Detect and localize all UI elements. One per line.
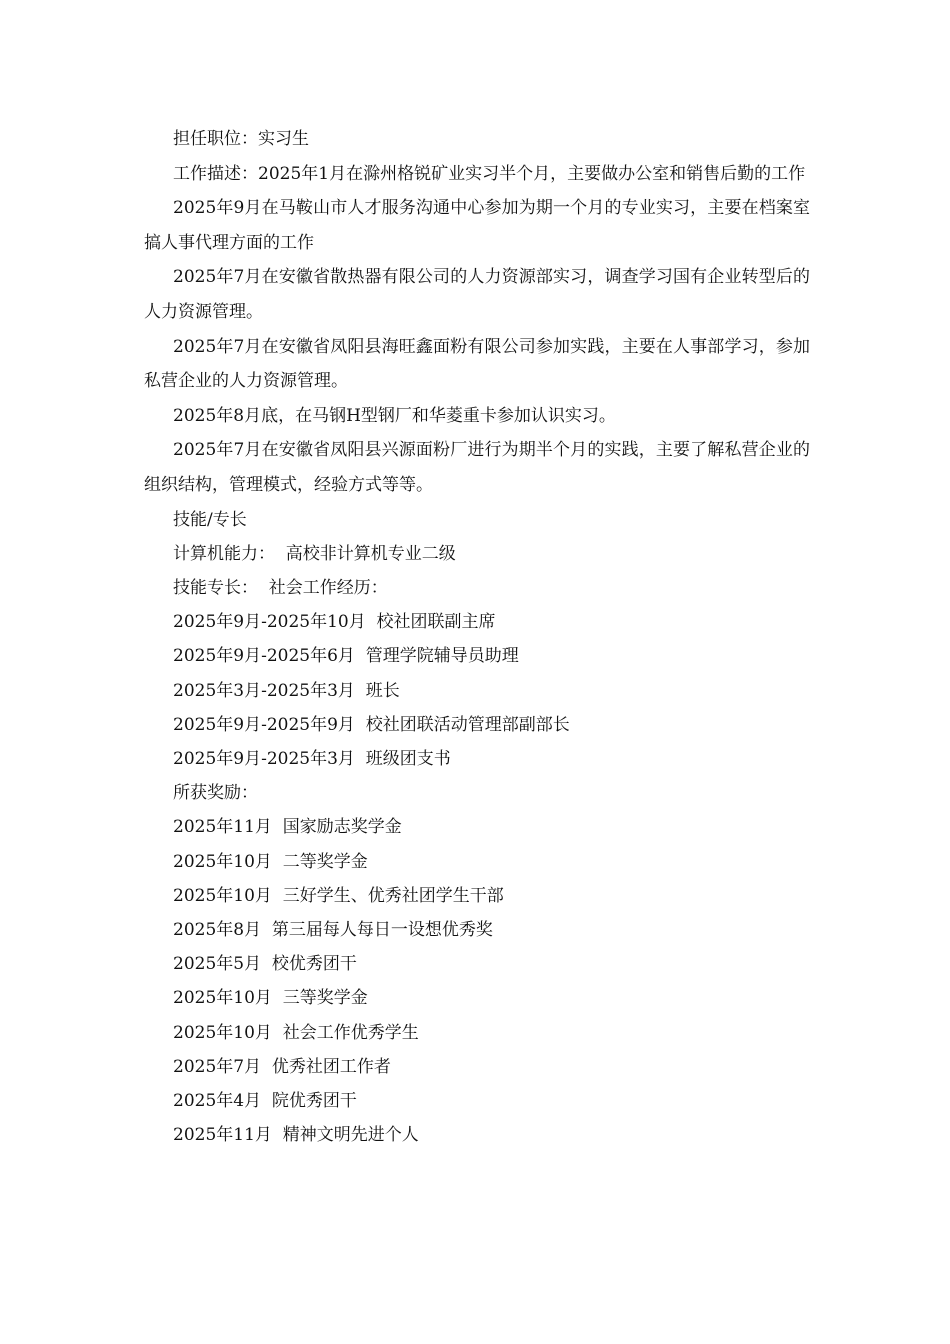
- internship-paragraph: 2025年7月在安徽省散热器有限公司的人力资源部实习，调查学习国有企业转型后的人力资源管理。: [144, 267, 810, 322]
- experience-item: 2025年9月-2025年3月 班级团支书: [173, 748, 451, 769]
- skill-specialty-line: 技能专长： 社会工作经历：: [173, 577, 388, 598]
- document-page: [144, 122, 810, 1152]
- experience-item: 2025年9月-2025年9月 校社团联活动管理部副部长: [173, 714, 570, 735]
- computer-skill-line: 计算机能力： 高校非计算机专业二级: [173, 543, 456, 564]
- award-item: 2025年8月 第三届每人每日一设想优秀奖: [173, 919, 493, 940]
- awards-heading: 所获奖励：: [173, 783, 258, 804]
- award-item: 2025年10月 三等奖学金: [173, 988, 368, 1009]
- experience-item: 2025年9月-2025年6月 管理学院辅导员助理: [173, 646, 519, 667]
- internship-paragraph: 2025年7月在安徽省凤阳县海旺鑫面粉有限公司参加实践，主要在人事部学习，参加私营企业的人力资源管理。: [144, 336, 810, 392]
- skills-heading: 技能/专长: [173, 509, 247, 530]
- award-item: 2025年10月 三好学生、优秀社团学生干部: [173, 885, 504, 906]
- award-item: 2025年5月 校优秀团干: [173, 954, 357, 975]
- job-description-paragraph: 工作描述：2025年1月在滁州格锐矿业实习半个月，主要做办公室和销售后勤的工作: [173, 163, 806, 184]
- award-item: 2025年7月 优秀社团工作者: [173, 1056, 391, 1077]
- award-item: 2025年11月 国家励志奖学金: [173, 817, 402, 838]
- experience-item: 2025年9月-2025年10月 校社团联副主席: [173, 612, 496, 633]
- experience-item: 2025年3月-2025年3月 班长: [173, 680, 400, 701]
- internship-paragraph: 2025年9月在马鞍山市人才服务沟通中心参加为期一个月的专业实习，主要在档案室搞人事代理方面的工作: [144, 198, 810, 253]
- award-item: 2025年4月 院优秀团干: [173, 1090, 357, 1111]
- internship-paragraph: 2025年8月底，在马钢H型钢厂和华菱重卡参加认识实习。: [173, 405, 616, 426]
- award-item: 2025年10月 二等奖学金: [173, 851, 368, 872]
- award-item: 2025年10月 社会工作优秀学生: [173, 1022, 419, 1043]
- position-line: 担任职位：实习生: [173, 129, 309, 149]
- award-item: 2025年11月 精神文明先进个人: [173, 1125, 419, 1146]
- internship-paragraph: 2025年7月在安徽省凤阳县兴源面粉厂进行为期半个月的实践，主要了解私营企业的组织结构，管理模式，经验方式等等。: [144, 440, 810, 495]
